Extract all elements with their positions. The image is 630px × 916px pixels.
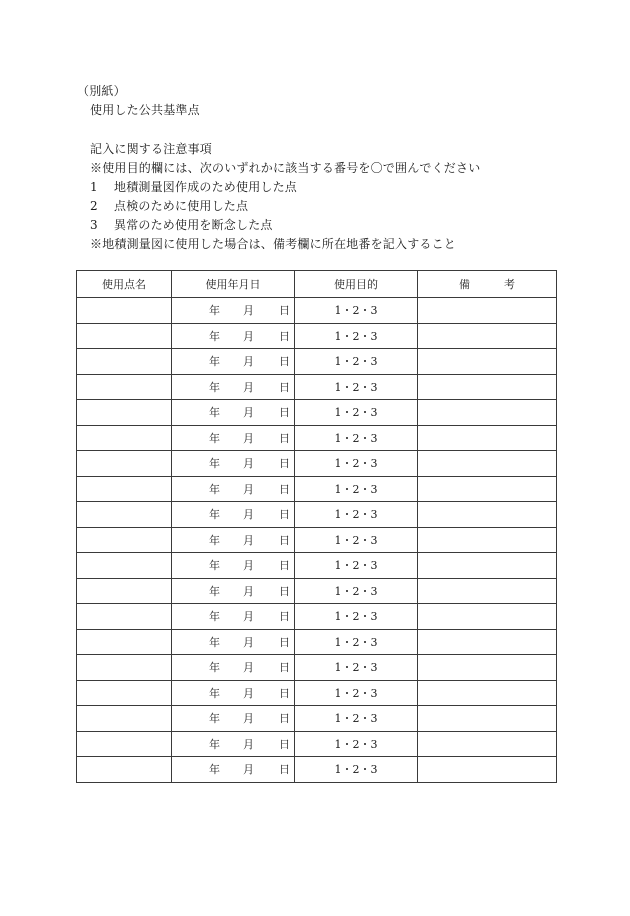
table-row xyxy=(77,655,557,681)
table-row xyxy=(77,680,557,706)
date-unit-day: 日 xyxy=(279,712,290,726)
point-name-cell[interactable] xyxy=(77,706,172,732)
table-row xyxy=(77,757,557,783)
date-unit-month: 月 xyxy=(243,304,254,318)
table-row xyxy=(77,553,557,579)
date-cell[interactable] xyxy=(172,629,295,655)
point-name-cell[interactable] xyxy=(77,323,172,349)
point-name-cell[interactable] xyxy=(77,400,172,426)
purpose-cell[interactable]: 1・2・3 xyxy=(295,323,418,349)
notes-instruction: ※使用目的欄には、次のいずれかに該当する番号を〇で囲んでください xyxy=(90,161,481,175)
date-unit-month: 月 xyxy=(243,737,254,751)
date-unit-day: 日 xyxy=(279,635,290,649)
date-cell[interactable] xyxy=(172,323,295,349)
date-cell[interactable] xyxy=(172,298,295,324)
date-unit-day: 日 xyxy=(279,482,290,496)
remarks-cell[interactable] xyxy=(418,349,557,375)
table-row xyxy=(77,451,557,477)
purpose-cell[interactable]: 1・2・3 xyxy=(295,400,418,426)
date-cell[interactable] xyxy=(172,400,295,426)
purpose-cell[interactable]: 1・2・3 xyxy=(295,476,418,502)
date-cell[interactable] xyxy=(172,553,295,579)
point-name-cell[interactable] xyxy=(77,527,172,553)
date-unit-month: 月 xyxy=(243,533,254,547)
date-unit-day: 日 xyxy=(279,763,290,777)
date-unit-day: 日 xyxy=(279,559,290,573)
header-remarks-char-1: 備 xyxy=(459,278,470,291)
date-cell[interactable] xyxy=(172,502,295,528)
header-purpose: 使用目的 xyxy=(295,271,418,298)
purpose-cell[interactable]: 1・2・3 xyxy=(295,604,418,630)
table-row xyxy=(77,374,557,400)
point-name-cell[interactable] xyxy=(77,349,172,375)
date-unit-day: 日 xyxy=(279,406,290,420)
date-unit-day: 日 xyxy=(279,533,290,547)
date-unit-month: 月 xyxy=(243,457,254,471)
purpose-cell[interactable]: 1・2・3 xyxy=(295,757,418,783)
point-name-cell[interactable] xyxy=(77,731,172,757)
header-point-name: 使用点名 xyxy=(77,271,172,298)
point-name-cell[interactable] xyxy=(77,298,172,324)
point-name-cell[interactable] xyxy=(77,680,172,706)
remarks-cell[interactable] xyxy=(418,323,557,349)
remarks-cell[interactable] xyxy=(418,731,557,757)
date-unit-day: 日 xyxy=(279,584,290,598)
purpose-cell[interactable]: 1・2・3 xyxy=(295,298,418,324)
date-unit-day: 日 xyxy=(279,737,290,751)
purpose-cell[interactable]: 1・2・3 xyxy=(295,425,418,451)
point-name-cell[interactable] xyxy=(77,374,172,400)
remarks-cell[interactable] xyxy=(418,629,557,655)
date-unit-year: 年 xyxy=(209,763,220,777)
date-unit-day: 日 xyxy=(279,610,290,624)
date-cell[interactable] xyxy=(172,349,295,375)
date-unit-day: 日 xyxy=(279,431,290,445)
purpose-cell[interactable]: 1・2・3 xyxy=(295,655,418,681)
table-row xyxy=(77,349,557,375)
date-cell[interactable] xyxy=(172,655,295,681)
date-unit-day: 日 xyxy=(279,686,290,700)
date-unit-year: 年 xyxy=(209,406,220,420)
page-title: 使用した公共基準点 xyxy=(90,103,200,117)
remarks-cell[interactable] xyxy=(418,502,557,528)
remarks-cell[interactable] xyxy=(418,451,557,477)
date-cell[interactable] xyxy=(172,604,295,630)
date-unit-month: 月 xyxy=(243,329,254,343)
date-unit-year: 年 xyxy=(209,635,220,649)
date-unit-day: 日 xyxy=(279,457,290,471)
remarks-cell[interactable] xyxy=(418,476,557,502)
date-unit-day: 日 xyxy=(279,380,290,394)
note-item-number: 1 xyxy=(90,180,98,194)
date-unit-year: 年 xyxy=(209,380,220,394)
header-remarks xyxy=(418,271,557,298)
date-unit-day: 日 xyxy=(279,508,290,522)
date-cell[interactable] xyxy=(172,425,295,451)
date-unit-month: 月 xyxy=(243,431,254,445)
table-body xyxy=(77,298,557,783)
point-name-cell[interactable] xyxy=(77,502,172,528)
date-unit-month: 月 xyxy=(243,635,254,649)
remarks-cell[interactable] xyxy=(418,298,557,324)
purpose-cell[interactable]: 1・2・3 xyxy=(295,374,418,400)
date-unit-day: 日 xyxy=(279,355,290,369)
date-unit-month: 月 xyxy=(243,559,254,573)
date-unit-day: 日 xyxy=(279,661,290,675)
remarks-cell[interactable] xyxy=(418,655,557,681)
date-cell[interactable] xyxy=(172,527,295,553)
notes-heading: 記入に関する注意事項 xyxy=(90,142,213,156)
remarks-cell[interactable] xyxy=(418,425,557,451)
purpose-cell[interactable]: 1・2・3 xyxy=(295,680,418,706)
table-row xyxy=(77,604,557,630)
remarks-cell[interactable] xyxy=(418,578,557,604)
point-name-cell[interactable] xyxy=(77,578,172,604)
date-unit-year: 年 xyxy=(209,329,220,343)
remarks-cell[interactable] xyxy=(418,553,557,579)
date-unit-year: 年 xyxy=(209,508,220,522)
purpose-cell[interactable]: 1・2・3 xyxy=(295,527,418,553)
date-unit-day: 日 xyxy=(279,304,290,318)
date-unit-month: 月 xyxy=(243,380,254,394)
date-cell[interactable] xyxy=(172,578,295,604)
date-unit-month: 月 xyxy=(243,686,254,700)
point-name-cell[interactable] xyxy=(77,604,172,630)
note-item-number: 3 xyxy=(90,218,98,232)
date-unit-year: 年 xyxy=(209,431,220,445)
date-unit-month: 月 xyxy=(243,406,254,420)
date-cell[interactable] xyxy=(172,757,295,783)
table-row xyxy=(77,298,557,324)
remarks-cell[interactable] xyxy=(418,374,557,400)
date-unit-year: 年 xyxy=(209,661,220,675)
date-unit-year: 年 xyxy=(209,457,220,471)
table-row xyxy=(77,476,557,502)
date-unit-month: 月 xyxy=(243,355,254,369)
date-cell[interactable] xyxy=(172,374,295,400)
date-unit-year: 年 xyxy=(209,686,220,700)
table-row xyxy=(77,731,557,757)
remarks-cell[interactable] xyxy=(418,527,557,553)
header-remarks-char-2: 考 xyxy=(504,278,515,291)
notes-footnote: ※地積測量図に使用した場合は、備考欄に所在地番を記入すること xyxy=(90,237,457,251)
point-name-cell[interactable] xyxy=(77,476,172,502)
table-row xyxy=(77,323,557,349)
date-unit-month: 月 xyxy=(243,661,254,675)
date-unit-month: 月 xyxy=(243,508,254,522)
purpose-cell[interactable]: 1・2・3 xyxy=(295,553,418,579)
purpose-cell[interactable]: 1・2・3 xyxy=(295,578,418,604)
point-name-cell[interactable] xyxy=(77,655,172,681)
table-row xyxy=(77,629,557,655)
date-cell[interactable] xyxy=(172,476,295,502)
date-unit-month: 月 xyxy=(243,584,254,598)
point-name-cell[interactable] xyxy=(77,425,172,451)
date-unit-year: 年 xyxy=(209,482,220,496)
point-name-cell[interactable] xyxy=(77,451,172,477)
date-unit-month: 月 xyxy=(243,610,254,624)
remarks-cell[interactable] xyxy=(418,604,557,630)
date-unit-month: 月 xyxy=(243,763,254,777)
purpose-cell[interactable]: 1・2・3 xyxy=(295,706,418,732)
date-unit-year: 年 xyxy=(209,712,220,726)
date-cell[interactable] xyxy=(172,451,295,477)
table-row xyxy=(77,502,557,528)
table-row xyxy=(77,400,557,426)
date-unit-year: 年 xyxy=(209,304,220,318)
date-cell[interactable] xyxy=(172,731,295,757)
purpose-cell[interactable]: 1・2・3 xyxy=(295,502,418,528)
date-unit-year: 年 xyxy=(209,610,220,624)
note-item-text: 地積測量図作成のため使用した点 xyxy=(114,180,298,194)
date-unit-day: 日 xyxy=(279,329,290,343)
table-row xyxy=(77,425,557,451)
usage-table xyxy=(76,270,557,783)
date-unit-month: 月 xyxy=(243,712,254,726)
table-row xyxy=(77,578,557,604)
date-unit-year: 年 xyxy=(209,584,220,598)
date-unit-month: 月 xyxy=(243,482,254,496)
note-item xyxy=(90,180,297,194)
remarks-cell[interactable] xyxy=(418,706,557,732)
note-item xyxy=(90,218,273,232)
remarks-cell[interactable] xyxy=(418,757,557,783)
purpose-cell[interactable]: 1・2・3 xyxy=(295,349,418,375)
remarks-cell[interactable] xyxy=(418,400,557,426)
purpose-cell[interactable]: 1・2・3 xyxy=(295,731,418,757)
table-header-row xyxy=(77,271,557,298)
purpose-cell[interactable]: 1・2・3 xyxy=(295,451,418,477)
note-item xyxy=(90,199,248,213)
date-unit-year: 年 xyxy=(209,355,220,369)
point-name-cell[interactable] xyxy=(77,553,172,579)
date-unit-year: 年 xyxy=(209,737,220,751)
table-row xyxy=(77,706,557,732)
purpose-cell[interactable]: 1・2・3 xyxy=(295,629,418,655)
date-unit-year: 年 xyxy=(209,533,220,547)
date-unit-year: 年 xyxy=(209,559,220,573)
remarks-cell[interactable] xyxy=(418,680,557,706)
note-item-text: 点検のために使用した点 xyxy=(114,199,249,213)
date-cell[interactable] xyxy=(172,680,295,706)
note-item-number: 2 xyxy=(90,199,98,213)
point-name-cell[interactable] xyxy=(77,757,172,783)
header-date: 使用年月日 xyxy=(172,271,295,298)
attachment-label: （別紙） xyxy=(77,84,126,98)
point-name-cell[interactable] xyxy=(77,629,172,655)
table-row xyxy=(77,527,557,553)
note-item-text: 異常のため使用を断念した点 xyxy=(114,218,273,232)
date-cell[interactable] xyxy=(172,706,295,732)
